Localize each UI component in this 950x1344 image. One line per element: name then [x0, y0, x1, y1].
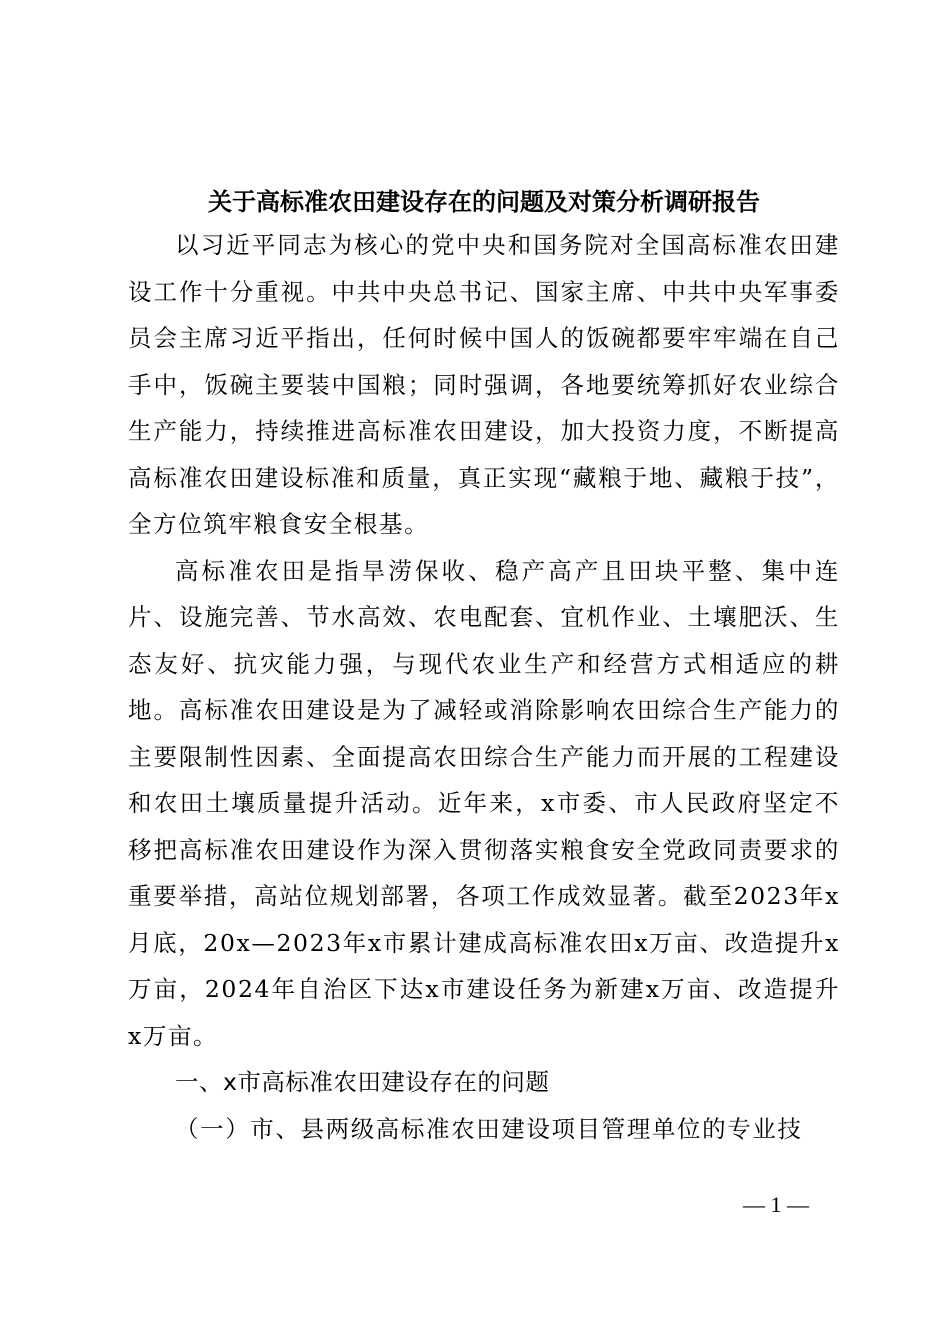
document-body: [128, 182, 840, 1152]
subsection-heading: （一）市、县两级高标准农田建设项目管理单位的专业技: [175, 1114, 803, 1143]
paragraph-intro: 以习近平同志为核心的党中央和国务院对全国高标准农田建设工作十分重视。中共中央总书记、国家主席、中共中央军事委员会主席习近平指出，任何时候中国人的饭碗都要牢牢端在自己手中，饭碗主要装中国粮；同时强调，各地要统筹抓好农业综合生产能力，持续推进高标准农田建设，加大投资力度，不断提高高标准农田建设标准和质量，真正实现“藏粮于地、藏粮于技”，全方位筑牢粮食安全根基。: [128, 231, 840, 538]
document-title: 关于高标准农田建设存在的问题及对策分析调研报告: [208, 187, 760, 216]
paragraph-definition: 高标准农田是指旱涝保收、稳产高产且田块平整、集中连片、设施完善、节水高效、农电配套、宜机作业、土壤肥沃、生态友好、抗灾能力强，与现代农业生产和经营方式相适应的耕地。高标准农田建设是为了减轻或消除影响农田综合生产能力的主要限制性因素、全面提高农田综合生产能力而开展的工程建设和农田土壤质量提升活动。近年来，x市委、市人民政府坚定不移把高标准农田建设作为深入贯彻落实粮食安全党政同责要求的重要举措，高站位规划部署，各项工作成效显著。截至2023年x月底，20x—2023年x市累计建成高标准农田x万亩、改造提升x万亩，2024年自治区下达x市建设任务为新建x万亩、改造提升x万亩。: [128, 556, 840, 1050]
section-heading: 一、x市高标准农田建设存在的问题: [175, 1068, 550, 1096]
page-number: — 1 —: [743, 1192, 809, 1217]
